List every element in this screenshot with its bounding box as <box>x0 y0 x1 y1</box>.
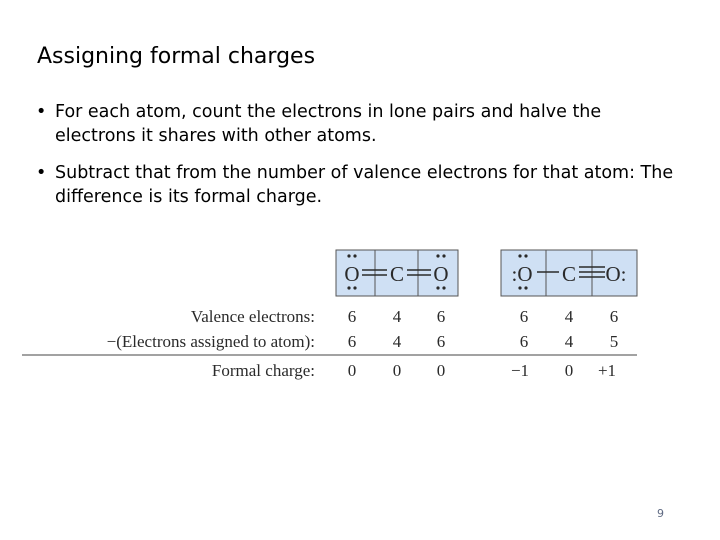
table-cell: 6 <box>436 332 446 351</box>
atom-label: O: <box>605 262 627 286</box>
atom-label: C <box>561 262 577 286</box>
table-cell: 0 <box>392 361 402 380</box>
table-cell: 6 <box>519 332 529 351</box>
table-cell: 6 <box>609 307 619 326</box>
row-label: Formal charge: <box>211 361 315 380</box>
table-cell: 4 <box>564 307 574 326</box>
lewis-structure-a <box>336 250 458 296</box>
atom-label: :O <box>511 262 533 286</box>
page-number: 9 <box>657 507 664 520</box>
table-cell: 4 <box>392 332 402 351</box>
table-cell: −1 <box>510 361 530 380</box>
row-label: Valence electrons: <box>190 307 315 326</box>
table-cell: 0 <box>347 361 357 380</box>
atom-label: O <box>433 262 449 286</box>
lewis-structure-b <box>501 250 637 296</box>
table-cell: 5 <box>609 332 619 351</box>
table-cell: 4 <box>564 332 574 351</box>
table-cell: 0 <box>436 361 446 380</box>
table-cell: +1 <box>597 361 617 380</box>
row-label: −(Electrons assigned to atom): <box>106 332 315 351</box>
bullet-item: • For each atom, count the electrons in lone pairs and halve the electrons it shares with other atoms. <box>36 100 676 148</box>
table-cell: 6 <box>347 307 357 326</box>
table-cell: 4 <box>392 307 402 326</box>
atom-label: O <box>344 262 360 286</box>
table-cell: 6 <box>519 307 529 326</box>
slide-title: Assigning formal charges <box>37 44 316 69</box>
table-cell: 6 <box>347 332 357 351</box>
formal-charge-table <box>22 307 637 380</box>
atom-label: C <box>389 262 405 286</box>
bullet-item: • Subtract that from the number of valence electrons for that atom: The difference is its formal charge. <box>36 161 676 209</box>
table-cell: 0 <box>564 361 574 380</box>
table-cell: 6 <box>436 307 446 326</box>
